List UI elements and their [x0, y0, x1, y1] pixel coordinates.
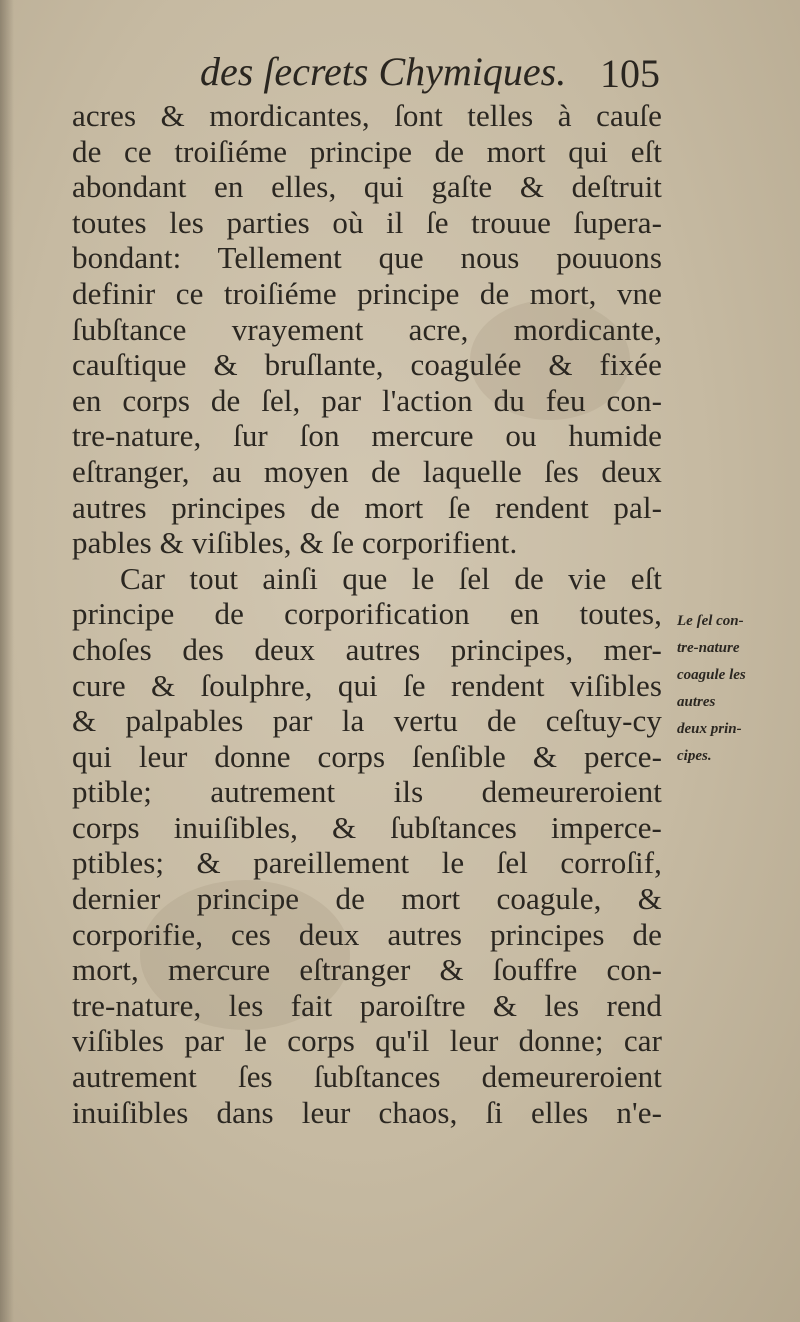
- text-line: cauſtique & bruſlante, coagulée & fixée: [72, 347, 662, 383]
- text-line: pables & viſibles, & ſe corporifient.: [72, 525, 518, 561]
- page-number: 105: [600, 51, 660, 96]
- text-line: abondant en elles, qui gaſte & deſtruit: [72, 169, 662, 205]
- margin-note: [677, 608, 795, 770]
- margin-note-line: autres: [677, 694, 716, 710]
- text-line: dernier principe de mort coagule, &: [72, 881, 662, 917]
- margin-note-line: Le ſel con-: [677, 613, 744, 629]
- text-line: bondant: Tellement que nous pouuons: [72, 240, 662, 276]
- body-text: [72, 98, 662, 1130]
- text-line: corporifie, ces deux autres principes de: [72, 916, 662, 952]
- text-line: cure & ſoulphre, qui ſe rendent viſibles: [72, 667, 662, 703]
- text-line: de ce troiſiéme principe de mort qui eſt: [72, 133, 662, 169]
- text-line: principe de corporification en toutes,: [72, 596, 662, 632]
- text-line: tre-nature, les fait paroiſtre & les rend: [72, 987, 662, 1023]
- text-line: ptibles; & pareillement le ſel corroſif,: [72, 845, 662, 881]
- text-line: mort, mercure eſtranger & ſouffre con-: [72, 952, 662, 988]
- text-line: acres & mordicantes, ſont telles à cauſe: [72, 98, 662, 133]
- text-line: viſibles par le corps qu'il leur donne; car: [72, 1023, 662, 1059]
- margin-note-line: cipes.: [677, 748, 712, 764]
- text-line: en corps de ſel, par l'action du feu con-: [72, 382, 662, 418]
- text-line: choſes des deux autres principes, mer-: [72, 631, 662, 667]
- page-header: [200, 48, 660, 104]
- text-line: inuiſibles dans leur chaos, ſi elles n'e-: [72, 1094, 662, 1130]
- page-edge-shadow: [0, 0, 14, 1322]
- margin-note-line: tre-nature: [677, 640, 740, 656]
- margin-note-line: deux prin-: [677, 721, 742, 737]
- text-line: & palpables par la vertu de ceſtuy-cy: [72, 703, 662, 739]
- text-line: toutes les parties où il ſe trouue ſupera-: [72, 204, 662, 240]
- text-line: ptible; autrement ils demeureroient: [72, 774, 662, 810]
- text-line: Car tout ainſi que le ſel de vie eſt: [120, 560, 662, 596]
- text-line: definir ce troiſiéme principe de mort, vne: [72, 275, 662, 311]
- margin-note-line: coagule les: [677, 667, 746, 683]
- text-line: autres principes de mort ſe rendent pal-: [72, 489, 662, 525]
- running-title: des ſecrets Chymiques.: [200, 49, 567, 94]
- text-line: tre-nature, ſur ſon mercure ou humide: [72, 418, 662, 454]
- text-line: qui leur donne corps ſenſible & perce-: [72, 738, 662, 774]
- text-line: autrement ſes ſubſtances demeureroient: [72, 1059, 662, 1095]
- text-line: ſubſtance vrayement acre, mordicante,: [72, 311, 662, 347]
- text-line: corps inuiſibles, & ſubſtances imperce-: [72, 809, 662, 845]
- text-line: eſtranger, au moyen de laquelle ſes deux: [72, 453, 662, 489]
